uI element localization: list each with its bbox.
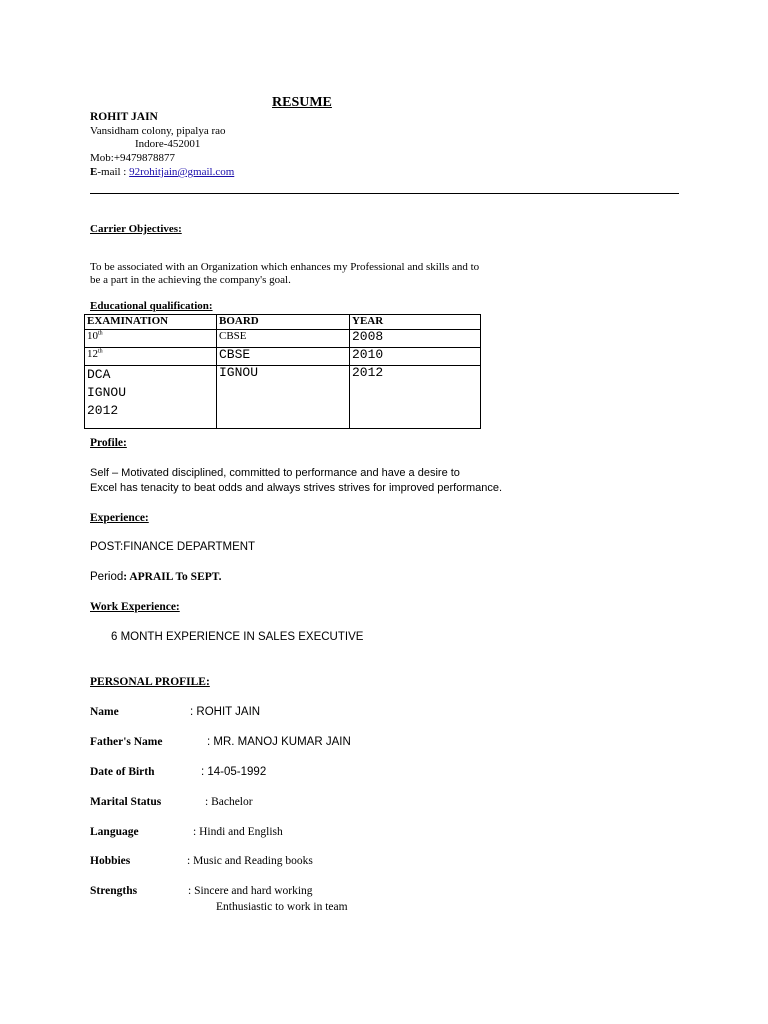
profile-line-2: Excel has tenacity to beat odds and always strives strives for improved performance.	[90, 482, 503, 494]
objective-line-2: be a part in the achieving the company's goal.	[90, 274, 291, 286]
field-value-marital-status: : Bachelor	[205, 796, 253, 808]
work-experience-heading: Work Experience:	[90, 601, 180, 613]
page-title: RESUME	[272, 95, 332, 110]
year-cell: 2010	[350, 348, 481, 366]
email-link[interactable]: 92rohitjain@gmail.com	[129, 166, 235, 178]
address-line-2: Indore-452001	[135, 138, 201, 150]
field-label-language: Language	[90, 826, 139, 838]
field-value-father-name: : MR. MANOJ KUMAR JAIN	[207, 736, 351, 748]
email-line	[90, 166, 234, 179]
education-heading: Educational qualification:	[90, 300, 213, 312]
field-value-strengths-line-2: Enthusiastic to work in team	[216, 901, 348, 913]
exam-cell: 10th	[85, 330, 217, 348]
experience-period	[90, 571, 221, 584]
field-label-dob: Date of Birth	[90, 766, 155, 778]
candidate-name: ROHIT JAIN	[90, 111, 158, 123]
work-experience-detail: 6 MONTH EXPERIENCE IN SALES EXECUTIVE	[111, 631, 364, 643]
objective-line-1: To be associated with an Organization which enhances my Professional and skills and to	[90, 261, 480, 273]
email-prefix: -mail :	[97, 166, 127, 178]
table-row	[85, 330, 481, 348]
field-value-hobbies: : Music and Reading books	[187, 855, 313, 867]
field-label-marital-status: Marital Status	[90, 796, 162, 808]
header-divider	[90, 193, 679, 194]
period-label: Period	[90, 571, 124, 583]
field-value-name: : ROHIT JAIN	[190, 706, 261, 718]
period-value: : APRAIL To SEPT.	[123, 571, 222, 583]
education-table	[84, 314, 481, 429]
email-prefix-bold: E	[90, 166, 98, 178]
table-row	[85, 366, 481, 429]
column-header: BOARD	[217, 315, 350, 330]
experience-heading: Experience:	[90, 512, 149, 524]
field-value-dob: : 14-05-1992	[201, 766, 267, 778]
profile-heading: Profile:	[90, 437, 127, 449]
year-cell: 2012	[350, 366, 481, 429]
objective-heading: Carrier Objectives:	[90, 223, 182, 235]
board-cell: CBSE	[217, 330, 350, 348]
board-cell: IGNOU	[217, 366, 350, 429]
field-label-name: Name	[90, 706, 119, 718]
personal-profile-heading: PERSONAL PROFILE:	[90, 676, 210, 688]
mobile-number: Mob:+9479878877	[90, 152, 176, 164]
field-value-strengths: : Sincere and hard working	[188, 885, 313, 897]
field-label-hobbies: Hobbies	[90, 855, 131, 867]
exam-cell: DCA IGNOU 2012	[85, 366, 217, 429]
table-row	[85, 348, 481, 366]
address-line-1: Vansidham colony, pipalya rao	[90, 125, 226, 137]
column-header: YEAR	[350, 315, 481, 330]
column-header: EXAMINATION	[85, 315, 217, 330]
year-cell: 2008	[350, 330, 481, 348]
table-header-row	[85, 315, 481, 330]
profile-line-1: Self – Motivated disciplined, committed to performance and have a desire to	[90, 467, 460, 479]
exam-cell: 12th	[85, 348, 217, 366]
field-label-strengths: Strengths	[90, 885, 138, 897]
field-label-father-name: Father's Name	[90, 736, 163, 748]
field-value-language: : Hindi and English	[193, 826, 283, 838]
board-cell: CBSE	[217, 348, 350, 366]
experience-post: POST:FINANCE DEPARTMENT	[90, 541, 256, 553]
